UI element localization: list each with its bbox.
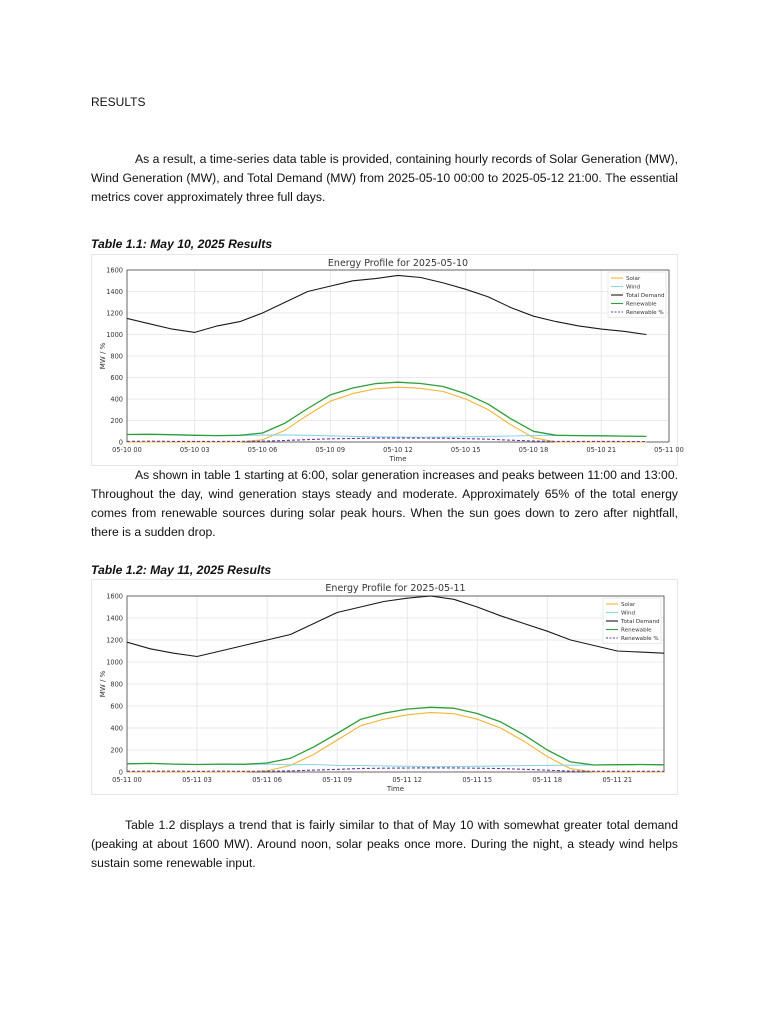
chart-title: Energy Profile for 2025-05-10 xyxy=(327,258,469,269)
table-1-discussion-text: As shown in table 1 starting at 6:00, solar generation increases and peaks between 11:00 and 13:00. Throughout the day, wind generation stays steady and moderate. Approximately 65% of the total energy comes from renewable sources during solar peak hours. When the sun goes down to zero after nightfall, there is a sudden drop. xyxy=(91,468,678,539)
intro-paragraph xyxy=(91,150,678,207)
y-tick-label: 600 xyxy=(110,702,123,711)
x-axis-label: Time xyxy=(386,785,405,793)
x-axis-label: Time xyxy=(389,455,407,463)
table-2-caption: Table 1.2: May 11, 2025 Results xyxy=(91,563,272,577)
legend-label-solar: Solar xyxy=(621,602,636,608)
y-tick-label: 1000 xyxy=(106,658,123,667)
legend-label-wind: Wind xyxy=(621,610,636,617)
chart-svg-may-10 xyxy=(91,254,684,466)
legend-label-renewable_pct: Renewable % xyxy=(626,310,664,316)
chart-frame xyxy=(92,255,678,466)
results-heading: RESULTS xyxy=(91,95,146,109)
y-tick-label: 1200 xyxy=(106,309,123,318)
x-tick-label: 05-11 00 xyxy=(654,446,684,454)
energy-chart-may-11 xyxy=(91,579,678,791)
y-tick-label: 1200 xyxy=(106,636,123,645)
table-1-caption: Table 1.1: May 10, 2025 Results xyxy=(91,237,273,251)
y-tick-label: 0 xyxy=(118,438,123,447)
y-tick-label: 200 xyxy=(110,416,123,425)
x-tick-label: 05-10 15 xyxy=(450,446,481,454)
x-tick-label: 05-10 18 xyxy=(518,446,549,454)
x-tick-label: 05-11 15 xyxy=(462,776,493,784)
legend-label-renewable: Renewable xyxy=(626,301,657,308)
x-tick-label: 05-11 12 xyxy=(392,776,423,784)
energy-chart-may-10 xyxy=(91,254,684,466)
x-tick-label: 05-10 21 xyxy=(586,446,617,454)
chart-frame xyxy=(92,580,678,795)
y-tick-label: 400 xyxy=(110,395,123,404)
intro-paragraph-text: As a result, a time-series data table is provided, containing hourly records of Solar Generation (MW), Wind Generation (MW), and Total Demand (MW) from 2025-05-10 00:00 to 2025-05-12 21:00. The essential metrics cover approximately three full days. xyxy=(91,152,678,204)
x-tick-label: 05-11 00 xyxy=(112,776,142,784)
y-axis-label: MW / % xyxy=(99,342,107,370)
y-tick-label: 1400 xyxy=(106,614,123,623)
y-tick-label: 1400 xyxy=(106,287,123,296)
legend-label-solar: Solar xyxy=(626,276,641,282)
y-tick-label: 1600 xyxy=(106,266,123,275)
table-2-discussion-text: Table 1.2 displays a trend that is fairly similar to that of May 10 with somewhat greater total demand (peaking at about 1600 MW). Around noon, solar peaks once more. During the night, a steady wind helps sustain some renewable input. xyxy=(91,818,678,870)
y-tick-label: 0 xyxy=(118,768,123,777)
y-tick-label: 600 xyxy=(110,373,123,382)
legend-label-wind: Wind xyxy=(626,284,641,291)
legend-label-renewable_pct: Renewable % xyxy=(621,636,659,642)
x-tick-label: 05-10 12 xyxy=(383,446,413,454)
y-tick-label: 400 xyxy=(110,724,123,733)
y-tick-label: 800 xyxy=(110,352,123,361)
x-tick-label: 05-11 18 xyxy=(532,776,563,784)
x-tick-label: 05-11 06 xyxy=(252,776,282,784)
y-axis-label: MW / % xyxy=(99,670,107,698)
y-tick-label: 1000 xyxy=(106,330,123,339)
y-tick-label: 1600 xyxy=(106,592,123,601)
x-tick-label: 05-10 09 xyxy=(315,446,346,454)
x-tick-label: 05-11 03 xyxy=(182,776,212,784)
legend-label-demand: Total Demand xyxy=(626,293,665,299)
y-tick-label: 800 xyxy=(110,680,123,689)
x-tick-label: 05-10 00 xyxy=(112,446,142,454)
table-2-discussion xyxy=(91,816,678,873)
table-1-discussion xyxy=(91,466,678,542)
x-tick-label: 05-11 09 xyxy=(322,776,352,784)
chart-svg-may-11 xyxy=(91,579,678,795)
chart-title: Energy Profile for 2025-05-11 xyxy=(325,583,466,594)
x-tick-label: 05-10 06 xyxy=(247,446,278,454)
legend-label-demand: Total Demand xyxy=(621,619,660,625)
x-tick-label: 05-10 03 xyxy=(179,446,210,454)
y-tick-label: 200 xyxy=(110,746,123,755)
x-tick-label: 05-11 21 xyxy=(602,776,633,784)
legend-label-renewable: Renewable xyxy=(621,627,652,634)
